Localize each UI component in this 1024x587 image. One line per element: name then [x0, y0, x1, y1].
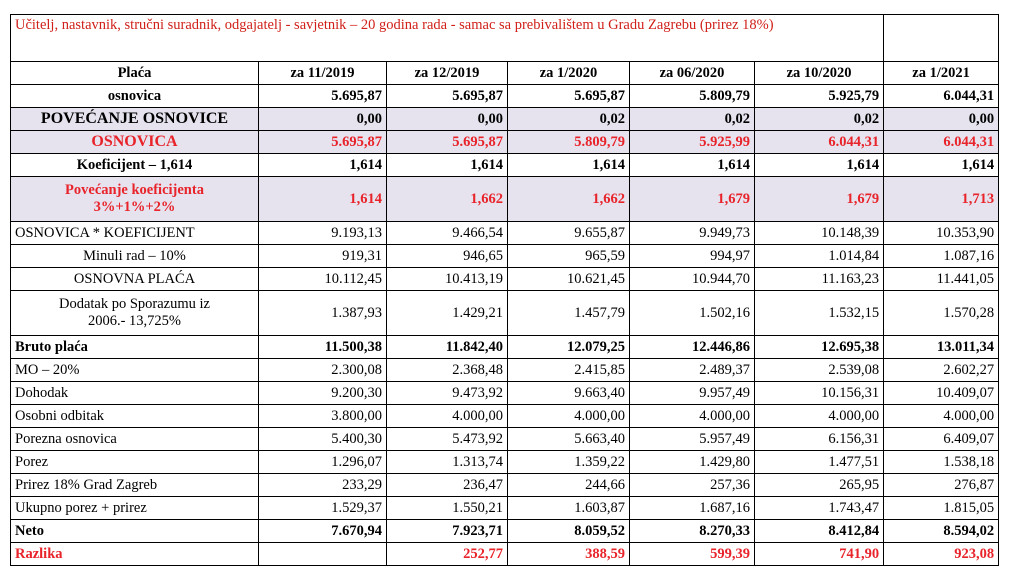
cell: 6.409,07: [884, 428, 999, 451]
cell: 9.957,49: [630, 382, 755, 405]
cell: 1.087,16: [884, 245, 999, 268]
row-neto: [11, 520, 999, 543]
cell: 12.695,38: [755, 336, 884, 359]
row-osnovica-caps: [11, 131, 999, 154]
cell: 4.000,00: [630, 405, 755, 428]
table-title: Učitelj, nastavnik, stručni suradnik, odgajatelj - savjetnik – 20 godina rada - samac sa prebivalištem u Gradu Zagrebu (prirez 18%): [11, 15, 884, 62]
cell: 2.368,48: [387, 359, 508, 382]
row-label-line1: Povećanje koeficijenta: [65, 182, 204, 198]
row-ukupno: [11, 497, 999, 520]
title-side-cell: [884, 15, 999, 62]
cell: 9.473,92: [387, 382, 508, 405]
row-label: OSNOVICA: [11, 131, 259, 154]
header-col-6: za 1/2021: [884, 62, 999, 85]
cell: 10.413,19: [387, 268, 508, 291]
cell: 994,97: [630, 245, 755, 268]
cell: 4.000,00: [508, 405, 630, 428]
cell: 1,679: [755, 177, 884, 222]
cell: 5.695,87: [387, 85, 508, 108]
row-label: Porez: [11, 451, 259, 474]
cell: 5.695,87: [259, 131, 387, 154]
cell: 1.687,16: [630, 497, 755, 520]
cell: 276,87: [884, 474, 999, 497]
header-col-3: za 1/2020: [508, 62, 630, 85]
row-dodatak: [11, 291, 999, 336]
cell: 1,614: [884, 154, 999, 177]
cell: 9.655,87: [508, 222, 630, 245]
cell: 1,662: [387, 177, 508, 222]
row-osnovica: [11, 85, 999, 108]
cell: 1,614: [755, 154, 884, 177]
cell: 0,02: [755, 108, 884, 131]
cell: 2.539,08: [755, 359, 884, 382]
header-placa: Plaća: [11, 62, 259, 85]
cell: 8.594,02: [884, 520, 999, 543]
cell: 1.429,21: [387, 291, 508, 336]
salary-table-wrapper: [10, 14, 999, 566]
row-label-line2: 3%+1%+2%: [93, 199, 176, 215]
cell: 13.011,34: [884, 336, 999, 359]
cell: 12.446,86: [630, 336, 755, 359]
row-porezna-osnovica: [11, 428, 999, 451]
row-razlika: [11, 543, 999, 566]
cell: 236,47: [387, 474, 508, 497]
cell: 2.489,37: [630, 359, 755, 382]
row-label: osnovica: [11, 85, 259, 108]
cell: 1.570,28: [884, 291, 999, 336]
cell: 1.477,51: [755, 451, 884, 474]
row-minuli-rad: [11, 245, 999, 268]
cell: 4.000,00: [884, 405, 999, 428]
cell: 10.148,39: [755, 222, 884, 245]
row-label: [11, 291, 259, 336]
cell: 0,00: [259, 108, 387, 131]
row-osnovica-koeficijent: [11, 222, 999, 245]
cell: 5.473,92: [387, 428, 508, 451]
cell: 1.502,16: [630, 291, 755, 336]
cell: 5.663,40: [508, 428, 630, 451]
cell: 1,679: [630, 177, 755, 222]
row-label: Koeficijent – 1,614: [11, 154, 259, 177]
row-label: Osobni odbitak: [11, 405, 259, 428]
row-label: Ukupno porez + prirez: [11, 497, 259, 520]
cell: 1,614: [387, 154, 508, 177]
cell: 1,662: [508, 177, 630, 222]
row-label: Neto: [11, 520, 259, 543]
cell: 388,59: [508, 543, 630, 566]
cell: 252,77: [387, 543, 508, 566]
row-label: POVEĆANJE OSNOVICE: [11, 108, 259, 131]
header-col-2: za 12/2019: [387, 62, 508, 85]
row-povecanje-koeficijenta: [11, 177, 999, 222]
cell: 265,95: [755, 474, 884, 497]
cell: 1,614: [630, 154, 755, 177]
cell: 2.300,08: [259, 359, 387, 382]
cell: 9.200,30: [259, 382, 387, 405]
cell: 10.353,90: [884, 222, 999, 245]
cell: 9.949,73: [630, 222, 755, 245]
row-label: Dohodak: [11, 382, 259, 405]
cell: 12.079,25: [508, 336, 630, 359]
header-col-5: za 10/2020: [755, 62, 884, 85]
row-dohodak: [11, 382, 999, 405]
cell: 10.944,70: [630, 268, 755, 291]
cell: 10.112,45: [259, 268, 387, 291]
cell: [259, 543, 387, 566]
cell: 0,00: [884, 108, 999, 131]
cell: 1.550,21: [387, 497, 508, 520]
cell: 5.957,49: [630, 428, 755, 451]
cell: 965,59: [508, 245, 630, 268]
cell: 923,08: [884, 543, 999, 566]
cell: 5.925,99: [630, 131, 755, 154]
cell: 9.466,54: [387, 222, 508, 245]
cell: 10.621,45: [508, 268, 630, 291]
cell: 5.809,79: [508, 131, 630, 154]
row-label-line1: Dodatak po Sporazumu iz: [58, 296, 210, 312]
cell: 2.602,27: [884, 359, 999, 382]
cell: 5.400,30: [259, 428, 387, 451]
cell: 1.603,87: [508, 497, 630, 520]
cell: 5.809,79: [630, 85, 755, 108]
cell: 6.044,31: [755, 131, 884, 154]
cell: 1,614: [508, 154, 630, 177]
cell: 4.000,00: [755, 405, 884, 428]
row-label: [11, 177, 259, 222]
cell: 233,29: [259, 474, 387, 497]
cell: 11.441,05: [884, 268, 999, 291]
cell: 1.296,07: [259, 451, 387, 474]
cell: 1,713: [884, 177, 999, 222]
cell: 1.743,47: [755, 497, 884, 520]
cell: 1.429,80: [630, 451, 755, 474]
row-osobni-odbitak: [11, 405, 999, 428]
cell: 599,39: [630, 543, 755, 566]
cell: 8.059,52: [508, 520, 630, 543]
row-prirez: [11, 474, 999, 497]
salary-table: [10, 14, 999, 566]
title-row: [11, 15, 999, 62]
cell: 1.387,93: [259, 291, 387, 336]
cell: 5.925,79: [755, 85, 884, 108]
cell: 1.359,22: [508, 451, 630, 474]
cell: 6.156,31: [755, 428, 884, 451]
cell: 244,66: [508, 474, 630, 497]
cell: 1,614: [259, 154, 387, 177]
cell: 4.000,00: [387, 405, 508, 428]
header-row: [11, 62, 999, 85]
cell: 1.532,15: [755, 291, 884, 336]
row-label: Porezna osnovica: [11, 428, 259, 451]
cell: 11.163,23: [755, 268, 884, 291]
cell: 2.415,85: [508, 359, 630, 382]
row-label-line2: 2006.- 13,725%: [87, 313, 182, 329]
cell: 6.044,31: [884, 131, 999, 154]
cell: 1.313,74: [387, 451, 508, 474]
row-osnovna-placa: [11, 268, 999, 291]
cell: 9.663,40: [508, 382, 630, 405]
cell: 1.529,37: [259, 497, 387, 520]
row-porez: [11, 451, 999, 474]
cell: 10.409,07: [884, 382, 999, 405]
header-col-1: za 11/2019: [259, 62, 387, 85]
cell: 11.842,40: [387, 336, 508, 359]
cell: 8.270,33: [630, 520, 755, 543]
row-koeficijent: [11, 154, 999, 177]
cell: 946,65: [387, 245, 508, 268]
cell: 0,00: [387, 108, 508, 131]
cell: 1.457,79: [508, 291, 630, 336]
cell: 919,31: [259, 245, 387, 268]
cell: 1.815,05: [884, 497, 999, 520]
cell: 257,36: [630, 474, 755, 497]
row-label: Prirez 18% Grad Zagreb: [11, 474, 259, 497]
row-label: Bruto plaća: [11, 336, 259, 359]
cell: 8.412,84: [755, 520, 884, 543]
row-label: MO – 20%: [11, 359, 259, 382]
row-label: OSNOVNA PLAĆA: [11, 268, 259, 291]
cell: 1.014,84: [755, 245, 884, 268]
cell: 9.193,13: [259, 222, 387, 245]
cell: 10.156,31: [755, 382, 884, 405]
row-bruto: [11, 336, 999, 359]
row-label: Minuli rad – 10%: [11, 245, 259, 268]
cell: 5.695,87: [259, 85, 387, 108]
row-label: Razlika: [11, 543, 259, 566]
cell: 5.695,87: [508, 85, 630, 108]
cell: 3.800,00: [259, 405, 387, 428]
cell: 1.538,18: [884, 451, 999, 474]
cell: 7.670,94: [259, 520, 387, 543]
row-povecanje-osnovice: [11, 108, 999, 131]
cell: 5.695,87: [387, 131, 508, 154]
cell: 6.044,31: [884, 85, 999, 108]
row-label: OSNOVICA * KOEFICIJENT: [11, 222, 259, 245]
cell: 11.500,38: [259, 336, 387, 359]
cell: 1,614: [259, 177, 387, 222]
cell: 0,02: [630, 108, 755, 131]
header-col-4: za 06/2020: [630, 62, 755, 85]
row-mo: [11, 359, 999, 382]
cell: 741,90: [755, 543, 884, 566]
cell: 0,02: [508, 108, 630, 131]
cell: 7.923,71: [387, 520, 508, 543]
